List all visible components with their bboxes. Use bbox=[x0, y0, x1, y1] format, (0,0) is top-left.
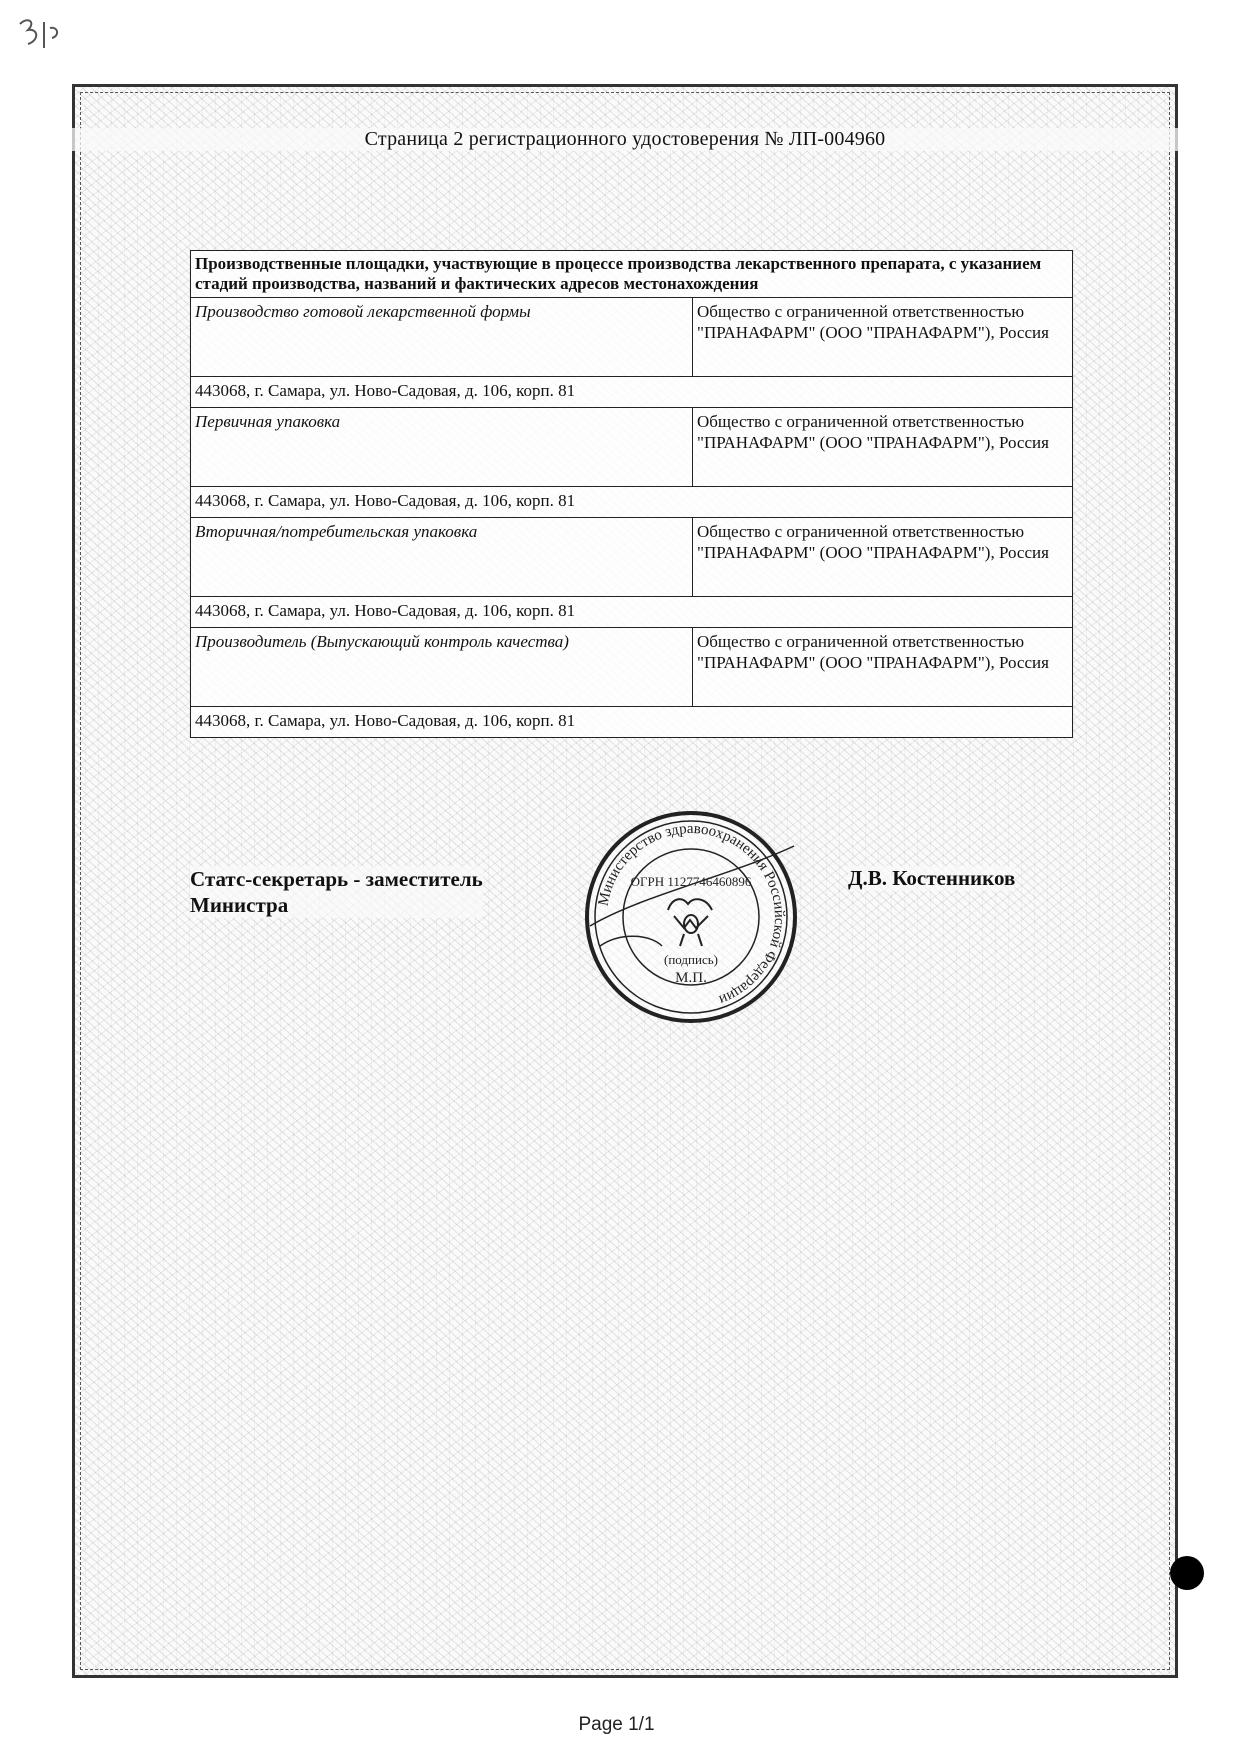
organization-cell: Общество с ограниченной ответственностью "ПРАНАФАРМ" (ООО "ПРАНАФАРМ"), Россия bbox=[693, 408, 1073, 487]
stage-cell: Производитель (Выпускающий контроль качества) bbox=[191, 628, 693, 707]
position-line: Статс-секретарь - заместитель bbox=[190, 867, 483, 891]
signatory-position bbox=[190, 866, 483, 918]
stage-cell: Производство готовой лекарственной формы bbox=[191, 298, 693, 377]
address-row bbox=[191, 597, 1073, 628]
page-footer: Page 1/1 bbox=[578, 1714, 655, 1735]
position-line: Министра bbox=[190, 893, 289, 917]
table-row bbox=[191, 628, 1073, 707]
organization-cell: Общество с ограниченной ответственностью "ПРАНАФАРМ" (ООО "ПРАНАФАРМ"), Россия bbox=[693, 628, 1073, 707]
stage-cell: Вторичная/потребительская упаковка bbox=[191, 518, 693, 597]
address-cell: 443068, г. Самара, ул. Ново-Садовая, д. 106, корп. 81 bbox=[191, 707, 1073, 738]
table-row bbox=[191, 408, 1073, 487]
table-heading-row bbox=[191, 251, 1073, 298]
page-header: Страница 2 регистрационного удостоверения № ЛП-004960 bbox=[72, 128, 1178, 151]
table-row bbox=[191, 518, 1073, 597]
address-cell: 443068, г. Самара, ул. Ново-Садовая, д. 106, корп. 81 bbox=[191, 377, 1073, 408]
address-cell: 443068, г. Самара, ул. Ново-Садовая, д. 106, корп. 81 bbox=[191, 597, 1073, 628]
handwritten-mark-icon bbox=[14, 14, 66, 54]
seal-ring-text: Министерство здравоохранения Российской Федерации bbox=[595, 820, 788, 1008]
table-heading: Производственные площадки, участвующие в процессе производства лекарственного препарата, с указанием стадий производства, названий и фактических адресов местонахождения bbox=[191, 251, 1073, 298]
production-sites-table bbox=[190, 250, 1073, 738]
organization-cell: Общество с ограниченной ответственностью "ПРАНАФАРМ" (ООО "ПРАНАФАРМ"), Россия bbox=[693, 518, 1073, 597]
punch-hole-icon bbox=[1170, 1556, 1204, 1590]
seal-mp-label: М.П. bbox=[675, 970, 707, 986]
address-row bbox=[191, 487, 1073, 518]
signer-name: Д.В. Костенников bbox=[848, 866, 1016, 890]
seal-ogrn: ОГРН 1127746460896 bbox=[630, 874, 752, 889]
organization-cell: Общество с ограниченной ответственностью "ПРАНАФАРМ" (ООО "ПРАНАФАРМ"), Россия bbox=[693, 298, 1073, 377]
table-row bbox=[191, 298, 1073, 377]
address-row bbox=[191, 377, 1073, 408]
document-sheet bbox=[72, 84, 1178, 1678]
address-cell: 443068, г. Самара, ул. Ново-Садовая, д. 106, корп. 81 bbox=[191, 487, 1073, 518]
stage-cell: Первичная упаковка bbox=[191, 408, 693, 487]
seal-signature-label: (подпись) bbox=[664, 952, 718, 967]
official-seal-icon bbox=[580, 806, 802, 1028]
address-row bbox=[191, 707, 1073, 738]
